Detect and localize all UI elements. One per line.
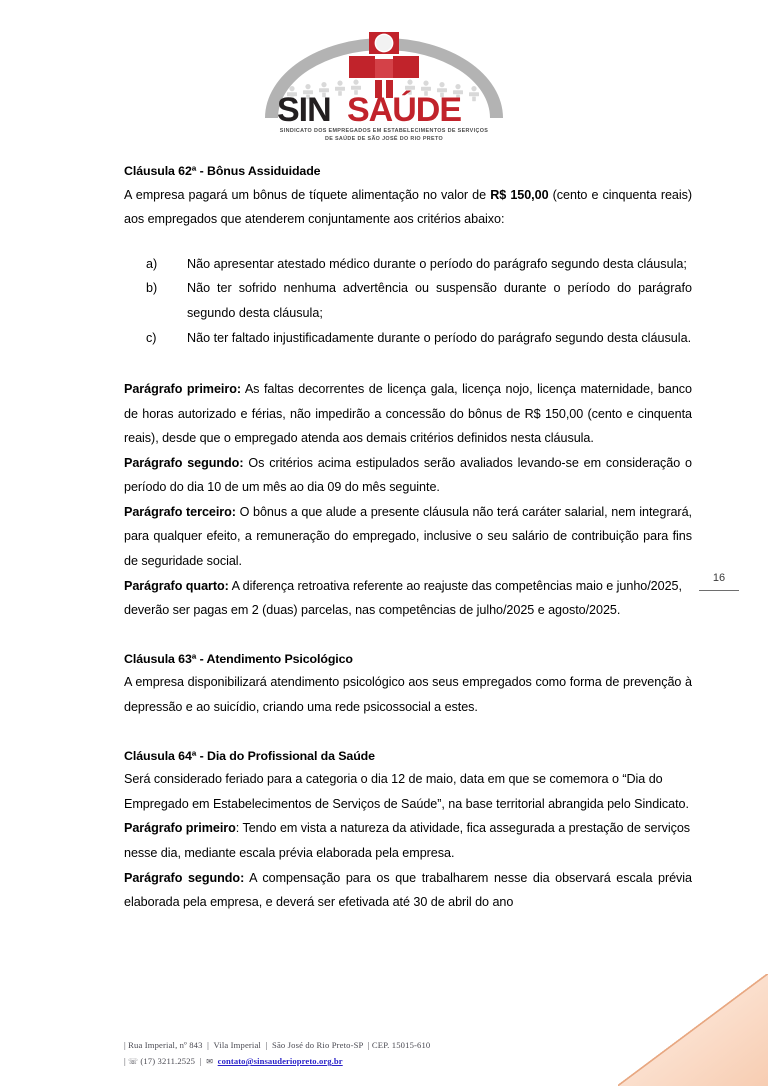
footer-contact-row [124, 1054, 684, 1070]
list-item [124, 276, 692, 325]
footer-address-row [124, 1038, 684, 1054]
paragraph-text: A compensação para os que trabalharem nesse dia observará escala prévia elaborada pela empresa, e deverá ser efetivada até 30 de abril do ano [124, 870, 692, 910]
list-item-text: Não ter sofrido nenhuma advertência ou suspensão durante o período do parágrafo segundo desta cláusula; [187, 281, 692, 321]
paragraph-label: Parágrafo primeiro [124, 821, 236, 836]
paragraph-label: Parágrafo segundo: [124, 870, 245, 885]
logo-graphic [257, 26, 511, 130]
clause-62-paragraph-primeiro [124, 377, 692, 451]
organization-logo [0, 26, 768, 144]
spacer [124, 623, 692, 650]
list-item [124, 252, 692, 277]
clause-62-criteria-list [124, 252, 692, 350]
paragraph-label: Parágrafo terceiro: [124, 504, 236, 519]
paragraph-label: Parágrafo quarto: [124, 578, 229, 593]
paragraph-label: Parágrafo primeiro: [124, 382, 241, 397]
clause-63-body: A empresa disponibilizará atendimento psicológico aos seus empregados como forma de prevenção à depressão e ao suicídio, criando uma rede psicossocial a estes. [124, 675, 692, 714]
clause-63-heading: Cláusula 63ª - Atendimento Psicológico [124, 651, 353, 666]
page-number-value: 16 [712, 572, 726, 584]
clause-62-intro-part2: (cento e cinquenta reais) aos empregados que atenderem conjuntamente aos critérios abaixo: [124, 187, 693, 227]
page-number-rule [699, 590, 739, 591]
paragraph-text: : Tendo em vista a natureza da atividade, fica assegurada a prestação de serviços nesse dia, mediante escala prévia elaborada pela empresa. [124, 821, 691, 861]
sinsaude-logo-svg [257, 26, 511, 130]
footer-email-link[interactable]: contato@sinsauderiopreto.org.br [217, 1056, 343, 1067]
paragraph-label: Parágrafo segundo: [124, 455, 244, 470]
clause-62-amount: R$ 150,00 [490, 187, 549, 202]
list-item-marker: b) [146, 281, 158, 296]
page-footer [124, 1038, 684, 1070]
clause-62-paragraph-terceiro [124, 500, 692, 574]
list-item-marker: c) [146, 330, 157, 345]
spacer [124, 350, 692, 377]
clause-62-intro [124, 183, 692, 232]
logo-tagline-line1: SINDICATO DOS EMPREGADOS EM ESTABELECIMENTOS DE SERVIÇOS [279, 128, 489, 134]
logo-tagline-line2: DE SAÚDE DE SÃO JOSÉ DO RIO PRETO [324, 135, 444, 142]
spacer [124, 232, 692, 252]
clause-64-paragraph-segundo [124, 866, 692, 915]
footer-phone: (17) 3211.2525 [140, 1056, 196, 1067]
paragraph-text: As faltas decorrentes de licença gala, licença nojo, licença maternidade, banco de horas autorizado e férias, não impedirão a concessão do bônus de R$ 150,00 (cento e cinquenta reais), desde que o empregado atenda aos demais critérios definidos nesta cláusula. [124, 382, 692, 446]
list-item-text: Não apresentar atestado médico durante o período do parágrafo segundo desta cláusula; [187, 256, 687, 271]
list-item-marker: a) [146, 256, 158, 271]
envelope-icon: ✉ [206, 1056, 214, 1066]
footer-pipe-2: | [195, 1056, 207, 1067]
logo-tagline [280, 128, 488, 144]
logo-wordmark-sin: SIN [277, 91, 331, 129]
page-number [696, 572, 742, 591]
paragraph-text: A diferença retroativa referente ao reajuste das competências maio e junho/2025, deverão ser pagas em 2 (duas) parcelas, nas competências de julho/2025 e agosto/2025. [124, 578, 682, 618]
list-item-text: Não ter faltado injustificadamente durante o período do parágrafo segundo desta cláusula. [187, 330, 692, 345]
clause-62-heading: Cláusula 62ª - Bônus Assiduidade [124, 164, 321, 178]
clause-62-intro-part1: A empresa pagará um bônus de tíquete alimentação no valor de [124, 187, 491, 202]
clause-64-body: Será considerado feriado para a categoria o dia 12 de maio, data em que se comemora o “Dia do Empregado em Estabelecimentos de Serviços de Saúde”, na base territorial abrangida pelo Sindicato. [124, 772, 689, 811]
clause-62-paragraph-segundo [124, 451, 692, 500]
paragraph-text: Os critérios acima estipulados serão avaliados levando-se em consideração o período do dia 10 de um mês ao dia 09 do mês seguinte. [124, 455, 693, 495]
clause-62-paragraph-quarto [124, 574, 692, 623]
footer-address: | Rua Imperial, nº 843 | Vila Imperial | São José do Rio Preto-SP | CEP. 15015-610 [124, 1040, 431, 1051]
clause-64-heading: Cláusula 64ª - Dia do Profissional da Saúde [124, 748, 375, 763]
clause-64-paragraph-primeiro [124, 816, 692, 865]
paragraph-text: O bônus a que alude a presente cláusula não terá caráter salarial, nem integrará, para qualquer efeito, a remuneração do empregado, inclusive o seu salário de contribuição para fins de seguridade social. [124, 504, 692, 568]
footer-pipe-1: | [124, 1056, 126, 1067]
document-body [124, 162, 692, 915]
logo-wordmark-saude: SAÚDE [347, 91, 462, 129]
list-item [124, 326, 692, 351]
spacer [124, 720, 692, 747]
phone-icon: ☏ [125, 1056, 141, 1066]
